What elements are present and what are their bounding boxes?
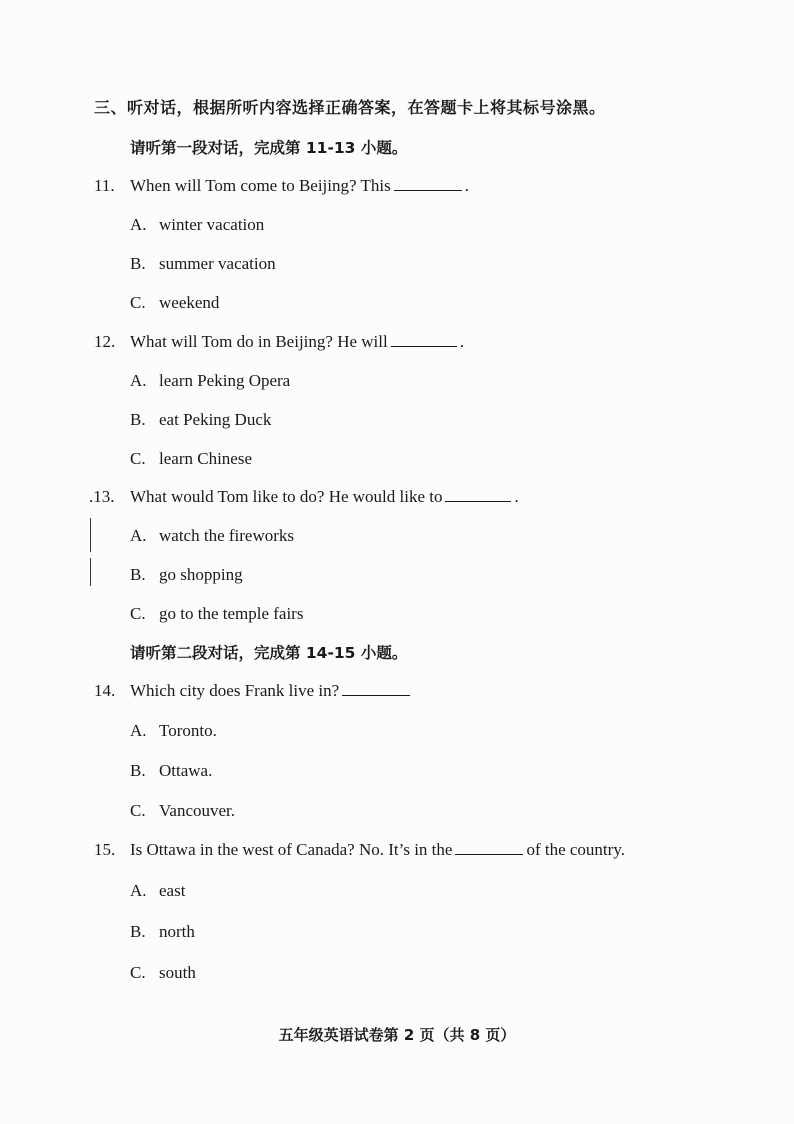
option-text: eat Peking Duck	[159, 410, 272, 429]
option-14-c	[130, 800, 235, 822]
option-text: south	[159, 963, 196, 982]
option-text: Toronto.	[159, 721, 217, 740]
option-letter: B.	[130, 565, 146, 584]
option-letter: C.	[130, 963, 146, 982]
question-text: What would Tom like to do? He would like to	[130, 487, 443, 506]
option-letter: B.	[130, 922, 146, 941]
option-13-b	[130, 564, 243, 586]
option-letter: B.	[130, 254, 146, 273]
option-letter: C.	[130, 293, 146, 312]
question-number: 12.	[94, 332, 116, 351]
option-11-c	[130, 292, 219, 314]
answer-blank	[391, 332, 457, 347]
option-13-a	[130, 525, 294, 547]
option-letter: B.	[130, 761, 146, 780]
question-number: .13.	[89, 487, 115, 506]
option-text: go to the temple fairs	[159, 604, 304, 623]
option-letter: A.	[130, 721, 147, 740]
question-15	[94, 839, 625, 861]
question-text: Which city does Frank live in?	[130, 681, 340, 700]
dialogue-1-instruction: 请听第一段对话，完成第 11-13 小题。	[130, 139, 408, 157]
option-15-b	[130, 921, 195, 943]
answer-blank	[342, 681, 410, 696]
question-text: Is Ottawa in the west of Canada? No. It’s in the	[130, 840, 453, 859]
option-text: Vancouver.	[159, 801, 236, 820]
option-text: east	[159, 881, 186, 900]
option-12-c	[130, 448, 252, 470]
option-text: north	[159, 922, 195, 941]
option-text: weekend	[159, 293, 220, 312]
option-letter: A.	[130, 881, 147, 900]
option-text: Ottawa.	[159, 761, 213, 780]
option-letter: C.	[130, 449, 146, 468]
option-14-a	[130, 720, 217, 742]
option-text: summer vacation	[159, 254, 276, 273]
question-text-end: .	[464, 176, 469, 195]
option-letter: A.	[130, 215, 147, 234]
option-text: learn Peking Opera	[159, 371, 291, 390]
question-text: When will Tom come to Beijing? This	[130, 176, 391, 195]
option-letter: A.	[130, 371, 147, 390]
option-letter: C.	[130, 604, 146, 623]
option-text: winter vacation	[159, 215, 265, 234]
option-14-b	[130, 760, 212, 782]
question-12	[94, 331, 464, 353]
page-footer: 五年级英语试卷第 2 页（共 8 页）	[278, 1026, 516, 1044]
answer-blank	[445, 487, 511, 502]
option-letter: C.	[130, 801, 146, 820]
option-11-a	[130, 214, 264, 236]
question-number: 11.	[94, 176, 115, 195]
option-text: watch the fireworks	[159, 526, 295, 545]
question-text-end: of the country.	[526, 840, 625, 859]
option-text: learn Chinese	[159, 449, 252, 468]
option-15-a	[130, 880, 185, 902]
option-letter: B.	[130, 410, 146, 429]
answer-blank	[394, 176, 462, 191]
section-header: 三、听对话，根据所听内容选择正确答案，在答题卡上将其标号涂黑。	[94, 98, 606, 117]
question-text-end: .	[459, 332, 464, 351]
option-12-a	[130, 370, 290, 392]
dialogue-2-instruction: 请听第二段对话，完成第 14-15 小题。	[130, 644, 408, 662]
option-15-c	[130, 962, 196, 984]
question-text: What will Tom do in Beijing? He will	[130, 332, 388, 351]
option-12-b	[130, 409, 271, 431]
question-text-end: .	[514, 487, 519, 506]
option-11-b	[130, 253, 276, 275]
question-13	[89, 486, 519, 508]
margin-mark	[90, 558, 91, 586]
question-number: 14.	[94, 681, 116, 700]
answer-blank	[455, 840, 523, 855]
option-letter: A.	[130, 526, 147, 545]
margin-mark	[90, 518, 91, 552]
question-number: 15.	[94, 840, 116, 859]
question-11	[94, 175, 469, 197]
question-14	[94, 680, 413, 702]
option-text: go shopping	[159, 565, 243, 584]
option-13-c	[130, 603, 303, 625]
